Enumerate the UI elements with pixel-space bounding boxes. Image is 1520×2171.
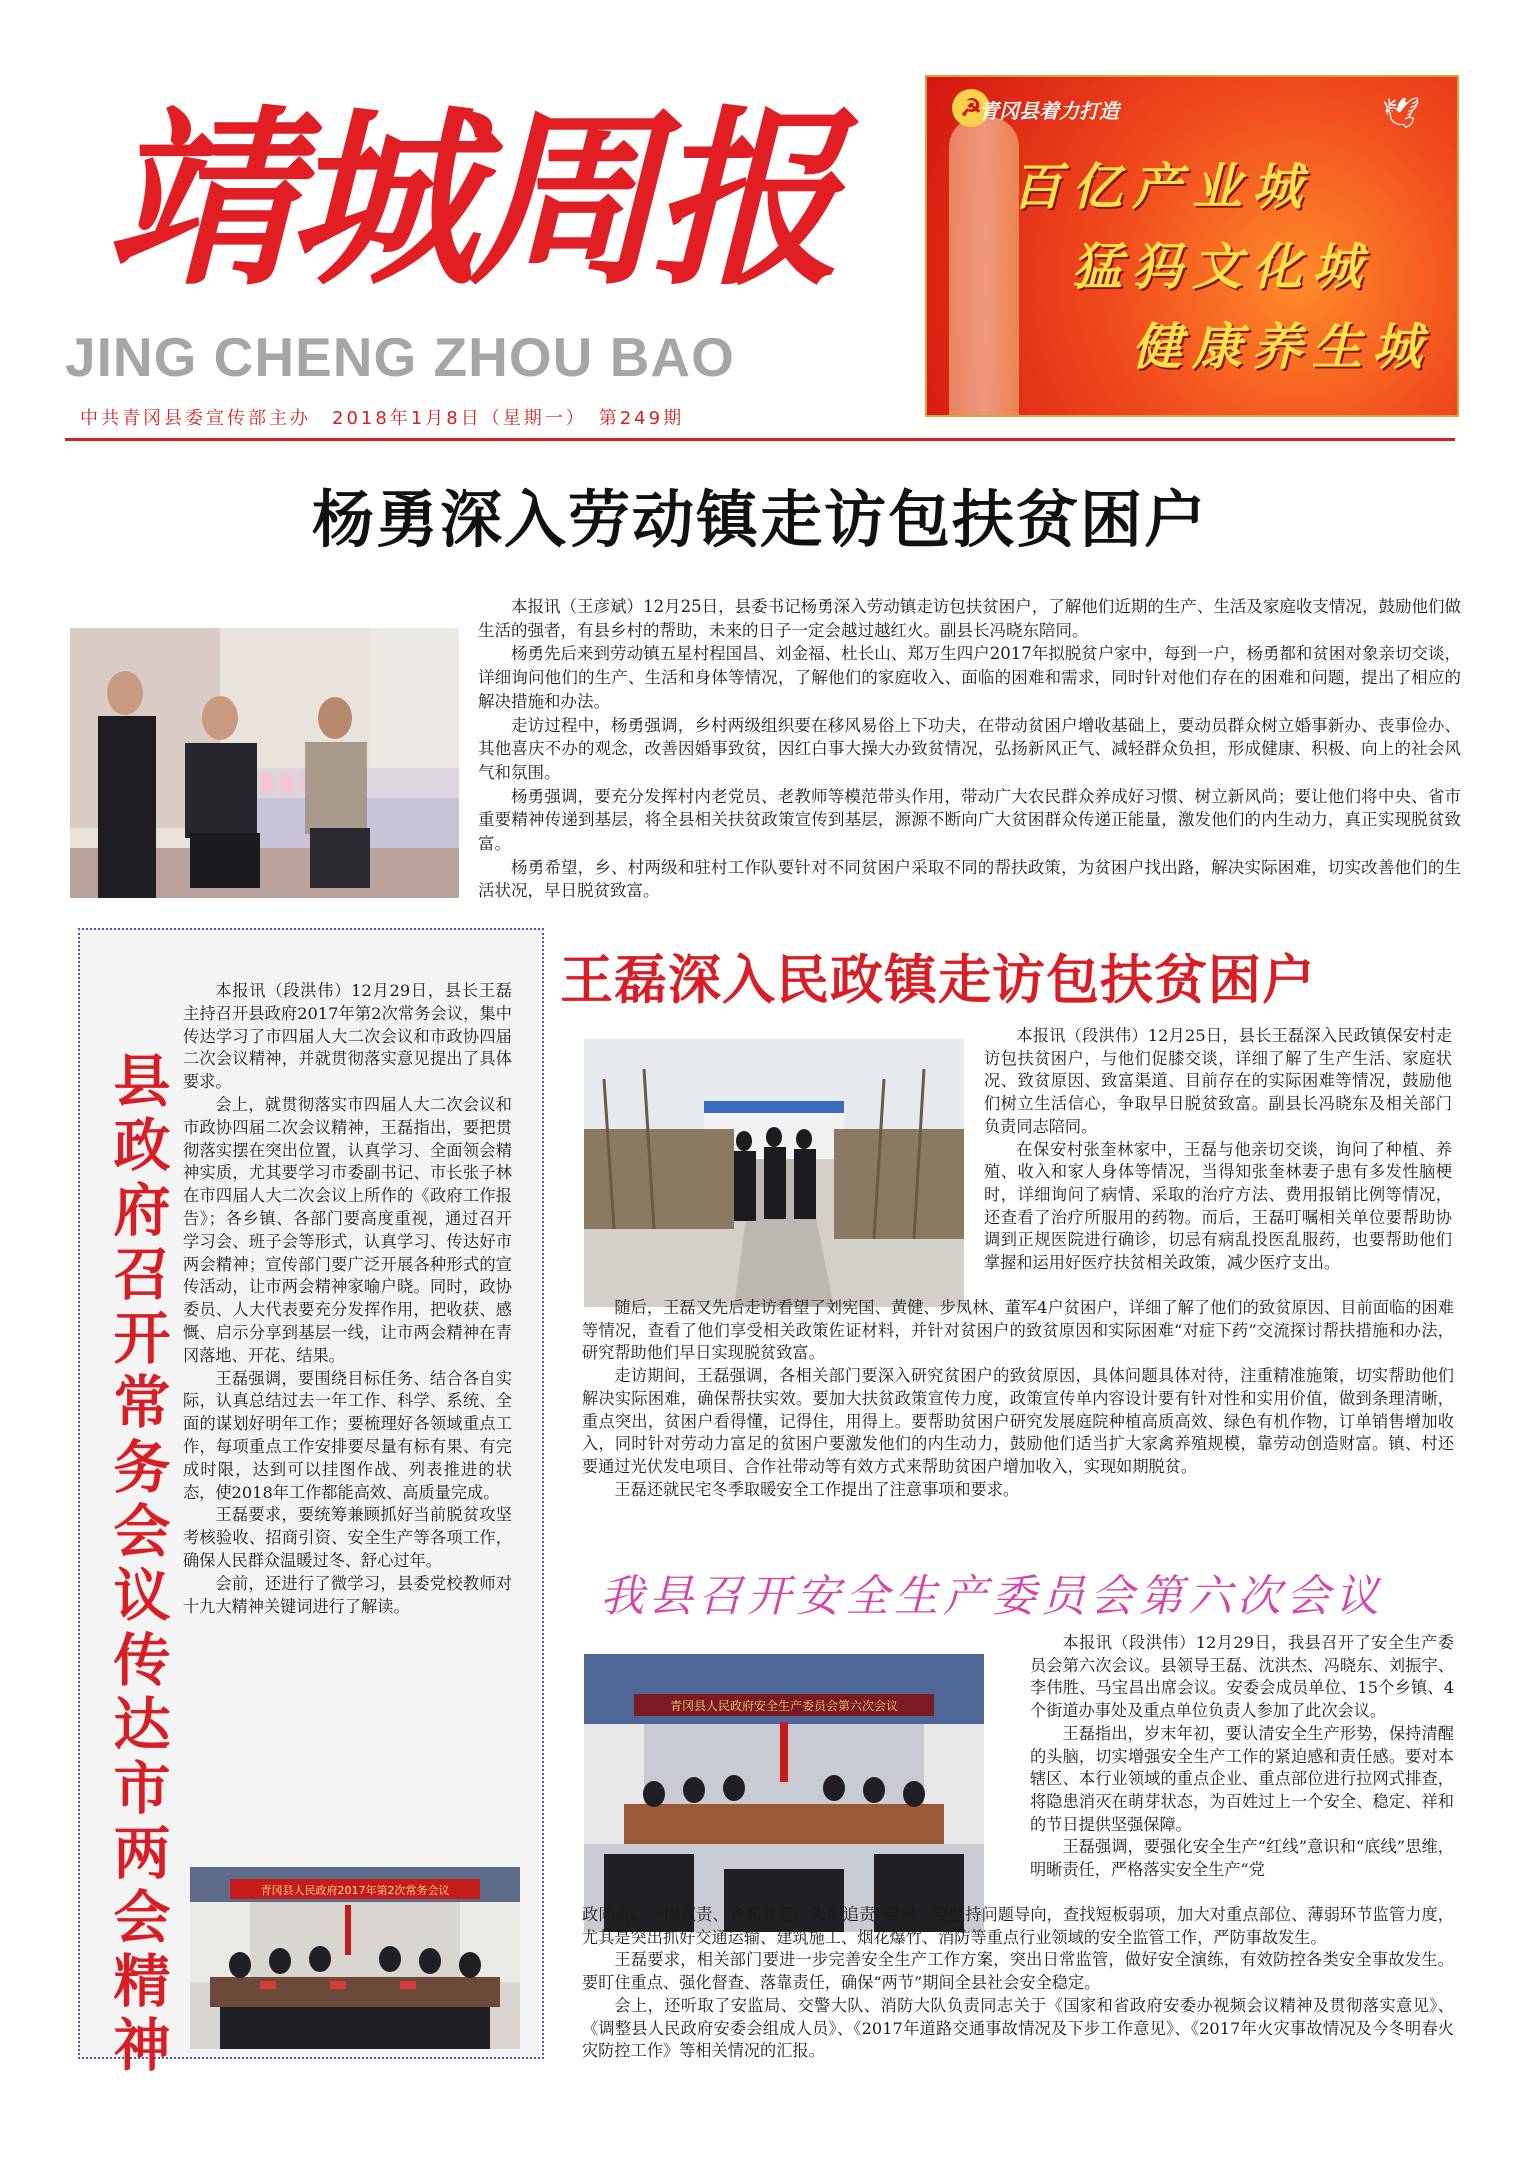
party-emblem-icon: ☭ [952, 89, 990, 127]
sidebar-paragraph: 王磊强调，要围绕目标任务、结合各自实际，认真总结过去一年工作、科学、系统、全面的谋划好明年工作；要梳理好各领域重点工作，每项重点工作安排要尽量有标有果、有完成时限，达到可以挂图作战、列表推进的状态，使2018年工作都能高效、高质量完成。 [183, 1368, 512, 1502]
sidebar-paragraph: 王磊要求，要统筹兼顾抓好当前脱贫攻坚考核验收、招商引资、安全生产等各项工作，确保人民群众温暖过冬、舒心过年。 [183, 1505, 512, 1570]
slogan-banner [925, 75, 1459, 417]
article3-headline: 我县召开安全生产委员会第六次会议 [600, 1571, 1384, 1622]
masthead-info: 中共青冈县委宣传部主办 2018年1月8日（星期一） 第249期 [80, 408, 685, 429]
masthead-pinyin: JING CHENG ZHOU BAO [65, 326, 735, 388]
banner-pillar-graphic [949, 117, 1019, 417]
article2-paragraph: 本报讯（段洪伟）12月25日，县长王磊深入民政镇保安村走访包扶贫困户，与他们促膝交谈，详细了解了生产生活、家庭状况、致贫原因、致富渠道、目前存在的实际困难等情况，鼓励他们树立生活信心，争取早日脱贫致富。副县长冯晓东及相关部门负责同志陪同。 [984, 1026, 1452, 1136]
article1-paragraph: 本报讯（王彦斌）12月25日，县委书记杨勇深入劳动镇走访包扶贫困户，了解他们近期的生产、生活及家庭收支情况，鼓励他们做生活的强者，有县乡村的帮助，未来的日子一定会越过越红火。副县长冯晓东陪同。 [478, 597, 1461, 640]
article1-paragraph: 走访过程中，杨勇强调，乡村两级组织要在移风易俗上下功夫，在带动贫困户增收基础上，要动员群众树立婚事新办、丧事俭办、其他喜庆不办的观念，改善因婚事致贫，因红白事大操大办致贫情况，弘扬新风正气、减轻群众负担，形成健康、积极、向上的社会风气和氛围。 [478, 715, 1461, 782]
banner-slogan-2: 猛犸文化城 [1072, 237, 1372, 296]
home-visit-illustration [70, 628, 459, 898]
sidebar-paragraph: 会上，就贯彻落实市四届人大二次会议和市政协四届二次会议精神，王磊指出，要把贯彻落实摆在突出位置，认真学习、全面领会精神实质，尤其要学习市委副书记、市长张子林在市四届人大二次会议上所作的《政府工作报告》；各乡镇、各部门要高度重视，通过召开学习会、班子会等形式，认真学习、传达好市两会精神；宣传部门要广泛开展各种形式的宣传活动，让市两会精神家喻户晓。同时，政协委员、人大代表要充分发挥作用，把收获、感慨、启示分享到基层一线，让市两会精神在青冈落地、开花、结果。 [183, 1094, 512, 1365]
safety-meeting-illustration [584, 1654, 984, 1932]
article1-paragraph: 杨勇希望，乡、村两级和驻村工作队要针对不同贫困户采取不同的帮扶政策，为贫困户找出路，解决实际困难，切实改善他们的生活状况，早日脱贫致富。 [478, 857, 1461, 901]
article3-photo [584, 1654, 984, 1932]
sidebar-headline: 县政府召开常务会议传达市两会精神 [113, 1049, 171, 2080]
article1-body [478, 595, 1461, 903]
article3-paragraph-continued: 政同责、一岗双责、齐抓共管、失职追责”要求。要坚持问题导向，查找短板弱项，加大对重点部位、薄弱环节监管力度，尤其是突出抓好交通运输、建筑施工、烟花爆竹、消防等重点行业领域的安全监管工作，严防事故发生。 [582, 1905, 1454, 1947]
masthead-rule [65, 438, 1455, 441]
article3-paragraph: 会上，还听取了安监局、交警大队、消防大队负责同志关于《国家和省政府安委办视频会议精神及贯彻落实意见》、《调整县人民政府安委会组成人员》、《2017年道路交通事故情况及下步工作意见》、《2017年火灾事故情况及今冬明春火灾防控工作》等相关情况的汇报。 [582, 1995, 1454, 2061]
article1-photo [70, 628, 459, 898]
sidebar-paragraph: 本报讯（段洪伟）12月29日，县长王磊主持召开县政府2017年第2次常务会议，集中传达学习了市四届人大二次会议和市政协四届二次会议精神，并就贯彻落实意见提出了具体要求。 [183, 981, 512, 1092]
banner-slogan-3: 健康养生城 [1132, 317, 1432, 376]
article3-paragraph: 王磊要求，相关部门要进一步完善安全生产工作方案，突出日常监管，做好安全演练，有效防控各类安全事故发生。要盯住重点、强化督查、落靠责任，确保“两节”期间全县社会安全稳定。 [582, 1950, 1454, 1993]
article3-paragraph: 本报讯（段洪伟）12月29日，我县召开了安全生产委员会第六次会议。县领导王磊、沈洪杰、冯晓东、刘振宇、李伟胜、马宝昌出席会议。安委会成员单位、15个乡镇、4个街道办事处及重点单位负责人参加了此次会议。 [1030, 1633, 1454, 1721]
article2-photo [584, 1039, 964, 1307]
banner-subtitle: 青冈县着力打造 [979, 99, 1119, 123]
article1-paragraph: 杨勇强调，要充分发挥村内老党员、老教师等模范带头作用，带动广大农民群众养成好习惯、树立新风尚；要让他们将中央、省市重要精神传递到基层，将全县相关扶贫政策宣传到基层，源源不断向广大贫困群众传递正能量，激发他们的内生动力，真正实现脱贫致富。 [478, 786, 1461, 854]
article2-body-top [984, 1025, 1452, 1275]
article3-paragraph: 王磊指出，岁末年初，要认清安全生产形势，保持清醒的头脑，切实增强安全生产工作的紧迫感和责任感。要对本辖区、本行业领域的重点企业、重点部位进行拉网式排查，将隐患消灭在萌芽状态，为百姓过上一个安全、稳定、祥和的节日提供坚强保障。 [1030, 1723, 1454, 1834]
article2-paragraph: 在保安村张奎林家中，王磊与他亲切交谈，询问了种植、养殖、收入和家人身体等情况，当得知张奎林妻子患有多发性脑梗时，详细询问了病情、采取的治疗方法、费用报销比例等情况，还查看了治疗所服用的药物。而后，王磊叮嘱相关单位要帮助协调到正规医院进行确诊，切忌有病乱投医乱服药，也要帮助他们掌握和运用好医疗扶贫相关政策，减少医疗支出。 [984, 1139, 1452, 1273]
article2-paragraph: 王磊还就民宅冬季取暖安全工作提出了注意事项和要求。 [614, 1479, 1020, 1499]
article2-paragraph: 走访期间，王磊强调，各相关部门要深入研究贫困户的致贫原因，具体问题具体对待，注重精准施策，切实帮助他们解决实际困难，确保帮扶实效。要加大扶贫政策宣传力度，政策宣传单内容设计要有针对性和实用价值，做到条理清晰，重点突出，贫困户看得懂，记得住，用得上。要帮助贫困户研究发展庭院种植高质高效、绿色有机作物，订单销售增加收入，同时针对劳动力富足的贫困户要激发他们的内生动力，鼓励他们适当扩大家禽养殖规模，靠劳动创造财富。镇、村还要通过光伏发电项目、合作社带动等有效方式来帮助贫困户增加收入，实现如期脱贫。 [582, 1366, 1454, 1476]
sidebar-photo [190, 1867, 520, 2049]
village-path-illustration [584, 1039, 964, 1307]
article1-headline: 杨勇深入劳动镇走访包扶贫困户 [311, 483, 1208, 556]
sidebar-photo-banner-text: 青冈县人民政府2017年第2次常务会议 [260, 1884, 450, 1897]
sidebar-body [183, 980, 512, 1618]
article2-headline: 王磊深入民政镇走访包扶贫困户 [560, 950, 1316, 1011]
meeting-room-illustration [190, 1867, 520, 2049]
article3-paragraph: 王磊强调，要强化安全生产“红线”意识和“底线”思维，明晰责任，严格落实安全生产“党 [1030, 1837, 1454, 1880]
dove-icon: 🕊 [1382, 96, 1421, 131]
article3-body-bottom [582, 1904, 1454, 2063]
article3-photo-banner-text: 青冈县人民政府安全生产委员会第六次会议 [669, 1699, 899, 1713]
article2-body-bottom [582, 1297, 1454, 1501]
article2-paragraph: 随后，王磊又先后走访看望了刘宪国、黄健、步凤林、董军4户贫困户，详细了解了他们的致贫原因、目前面临的困难等情况，查看了他们享受相关政策佐证材料，并针对贫困户的致贫原因和实际困难“对症下药”交流探讨帮扶措施和办法，研究帮助他们早日实现脱贫致富。 [582, 1298, 1454, 1363]
sidebar-paragraph: 会前，还进行了微学习，县委党校教师对十九大精神关键词进行了解读。 [183, 1573, 512, 1616]
article1-paragraph: 杨勇先后来到劳动镇五星村程国昌、刘金福、杜长山、郑万生四户2017年拟脱贫户家中，每到一户，杨勇都和贫困对象亲切交谈，详细询问他们的生产、生活和身体等情况，了解他们的家庭收入、面临的困难和需求，同时针对他们存在的困难和问题，提出了相应的解决措施和办法。 [478, 644, 1461, 711]
banner-slogan-1: 百亿产业城 [1012, 157, 1312, 216]
masthead-title: 靖城周报 [105, 88, 834, 311]
article3-body-top [1030, 1632, 1454, 1882]
